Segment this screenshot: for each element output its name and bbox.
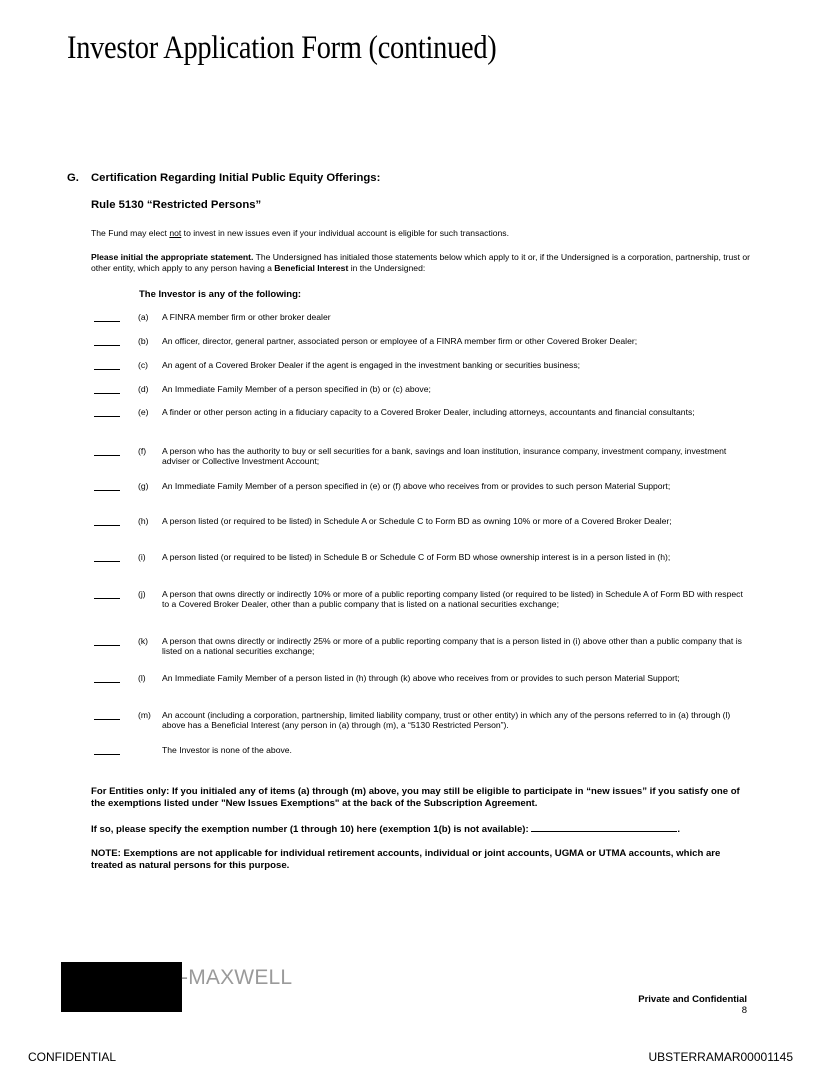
page-title: Investor Application Form (continued): [67, 30, 497, 66]
logo-text: -MAXWELL: [181, 966, 293, 989]
footer-right: [638, 994, 747, 1016]
initial-blank-c[interactable]: [94, 369, 120, 370]
initial-blank-h[interactable]: [94, 525, 120, 526]
section-letter: G.: [67, 172, 79, 184]
exemption-number-field[interactable]: [531, 822, 677, 832]
initial-blank-l[interactable]: [94, 682, 120, 683]
emphasis-not: not: [169, 228, 182, 238]
confidential-stamp: CONFIDENTIAL: [28, 1050, 117, 1064]
initial-blank-d[interactable]: [94, 393, 120, 394]
initial-blank-j[interactable]: [94, 598, 120, 599]
page-number: 8: [741, 1005, 747, 1016]
initial-blank-none[interactable]: [94, 754, 120, 755]
initial-blank-e[interactable]: [94, 416, 120, 417]
exemptions-note: NOTE: Exemptions are not applicable for individual retirement accounts, individual or joint accounts, UGMA or UTMA accounts, which are treated as natural persons for this purpose.: [91, 848, 721, 871]
private-confidential-label: Private and Confidential: [638, 994, 747, 1005]
entities-note: For Entities only: If you initialed any of items (a) through (m) above, you may still be eligible to participate in “new issues” if you satisfy one of the exemptions listed under "New Issues Exemptions" at the back of the Subscription Agreement.: [91, 786, 740, 809]
initial-blank-k[interactable]: [94, 645, 120, 646]
intro-paragraph: The Fund may elect not to invest in new issues even if your individual account is eligible for such transactions.: [91, 228, 509, 238]
section-heading: [67, 172, 380, 184]
exemption-prompt: If so, please specify the exemption number (1 through 10) here (exemption 1(b) is not available): .: [91, 824, 681, 835]
initial-blank-a[interactable]: [94, 321, 120, 322]
initial-blank-b[interactable]: [94, 345, 120, 346]
redaction-block: [61, 962, 182, 1012]
bates-number: UBSTERRAMAR00001145: [648, 1050, 793, 1064]
initial-blank-g[interactable]: [94, 490, 120, 491]
section-subheading: Rule 5130 “Restricted Persons”: [91, 199, 262, 211]
initial-blank-m[interactable]: [94, 719, 120, 720]
list-heading: The Investor is any of the following:: [139, 289, 302, 300]
section-title: Certification Regarding Initial Public Equity Offerings:: [91, 172, 381, 184]
initial-blank-f[interactable]: [94, 455, 120, 456]
initial-blank-i[interactable]: [94, 561, 120, 562]
instruction-paragraph: Please initial the appropriate statement. The Undersigned has initialed those statements below which apply to it or, if the Undersigned is a corporation, partnership, trust or other entity, which apply to any person having a Beneficial Interest in the Undersigned:: [91, 252, 751, 273]
